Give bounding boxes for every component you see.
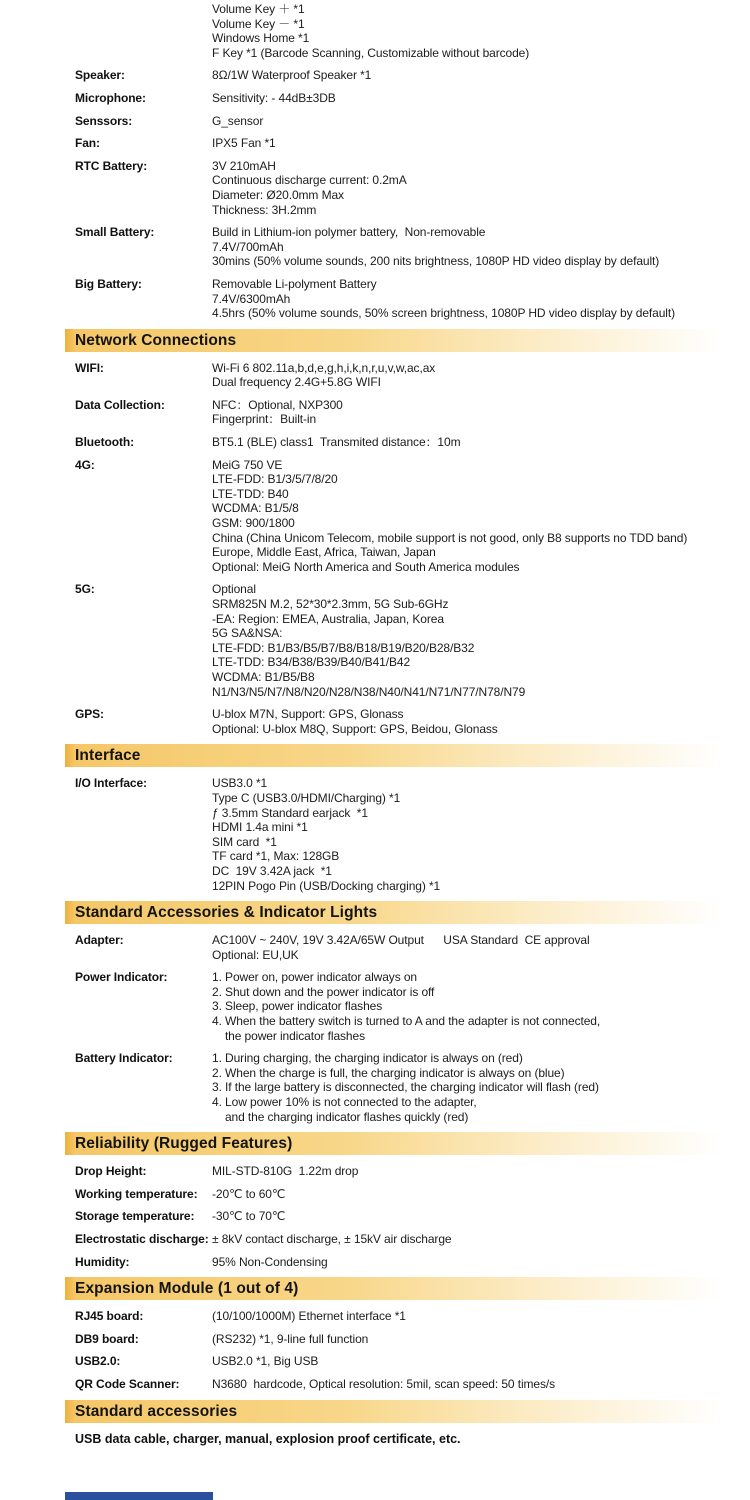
- section-rows: [65, 933, 742, 1124]
- value-line: LTE-FDD: B1/3/5/7/8/20: [212, 472, 338, 487]
- row-label: I/O Interface:: [75, 776, 147, 791]
- value-line: WCDMA: B1/5/8: [212, 501, 299, 516]
- value-line: BT5.1 (BLE) class1 Transmited distance：10m: [212, 435, 461, 450]
- section-header: Standard Accessories & Indicator Lights: [65, 901, 742, 924]
- section-header: Network Connections: [65, 329, 742, 352]
- row-values: [212, 582, 742, 699]
- row-values: [212, 1332, 742, 1347]
- spec-row: [65, 776, 742, 893]
- row-values: [212, 1209, 742, 1224]
- row-values: [212, 970, 742, 1043]
- value-line: SIM card *1: [212, 834, 277, 849]
- value-line: USB2.0 *1, Big USB: [212, 1354, 319, 1369]
- value-line: and the charging indicator flashes quickly (red): [212, 1109, 469, 1124]
- spec-row: [65, 458, 742, 575]
- value-line: Dual frequency 2.4G+5.8G WIFI: [212, 375, 381, 390]
- spec-row: [65, 1164, 742, 1179]
- value-line: SRM825N M.2, 52*30*2.3mm, 5G Sub-6GHz: [212, 597, 449, 611]
- row-values: [212, 1051, 742, 1124]
- value-line: LTE-TDD: B34/B38/B39/B40/B41/B42: [212, 655, 411, 670]
- row-values: [212, 91, 742, 106]
- value-line: ƒ 3.5mm Standard earjack *1: [212, 805, 368, 820]
- row-values: [212, 277, 742, 321]
- row-values: [212, 159, 742, 217]
- section-rows: [65, 2, 742, 321]
- value-line: N3680 hardcode, Optical resolution: 5mil, scan speed: 50 times/s: [212, 1376, 556, 1391]
- spec-row: [65, 1051, 742, 1124]
- spec-row: [65, 159, 742, 217]
- value-line: Optional: MeiG North America and South America modules: [212, 559, 520, 574]
- section-rows: [65, 1309, 742, 1391]
- row-label: Power Indicator:: [75, 970, 168, 985]
- value-line: Wi-Fi 6 802.11a,b,d,e,g,h,i,k,n,r,u,v,w,ac,ax: [212, 360, 436, 375]
- value-line: G_sensor: [212, 113, 264, 128]
- value-line: China (China Unicom Telecom, mobile support is not good, only B8 supports no TDD band): [212, 530, 688, 545]
- section-rows: [65, 776, 742, 893]
- value-line: MeiG 750 VE: [212, 457, 283, 472]
- spec-row: [65, 398, 742, 427]
- spec-section: [65, 1132, 742, 1269]
- value-line: -EA: Region: EMEA, Australia, Japan, Korea: [212, 611, 444, 626]
- value-line: 3. Sleep, power indicator flashes: [212, 999, 383, 1014]
- spec-section: [65, 329, 742, 737]
- row-values: [212, 1164, 742, 1179]
- row-label: GPS:: [75, 707, 104, 722]
- value-line: Optional: EU,UK: [212, 947, 299, 962]
- value-line: TF card *1, Max: 128GB: [212, 849, 340, 864]
- section-header: Reliability (Rugged Features): [65, 1132, 742, 1155]
- value-line: (RS232) *1, 9-line full function: [212, 1331, 369, 1346]
- value-line: 2. When the charge is full, the charging indicator is always on (blue): [212, 1065, 565, 1080]
- value-line: 7.4V/700mAh: [212, 239, 284, 254]
- value-line: N1/N3/N5/N7/N8/N20/N28/N38/N40/N41/N71/N77/N78/N79: [212, 684, 526, 699]
- spec-row: [65, 1377, 742, 1392]
- value-line: 1. Power on, power indicator always on: [212, 970, 417, 985]
- row-values: [212, 398, 742, 427]
- value-line: 3V 210mAH: [212, 158, 276, 173]
- row-label: RTC Battery:: [75, 158, 148, 173]
- spec-row: [65, 361, 742, 390]
- value-line: USB3.0 *1: [212, 776, 268, 791]
- row-label: Data Collection:: [75, 397, 165, 412]
- spec-section: [65, 1400, 742, 1447]
- value-line: Optional: U-blox M8Q, Support: GPS, Beidou, Glonass: [212, 721, 498, 736]
- row-label: Battery Indicator:: [75, 1051, 173, 1066]
- value-line: -30℃ to 70℃: [212, 1209, 286, 1224]
- value-line: NFC：Optional, NXP300: [212, 397, 343, 412]
- row-values: [212, 136, 742, 151]
- row-label: Electrostatic discharge:: [75, 1232, 209, 1246]
- row-values: [212, 361, 742, 390]
- row-values: [212, 707, 742, 736]
- value-line: 4. When the battery switch is turned to A and the adapter is not connected,: [212, 1014, 601, 1029]
- spec-row: [65, 1187, 742, 1202]
- section-note: USB data cable, charger, manual, explosion proof certificate, etc.: [75, 1431, 461, 1446]
- spec-row: [65, 707, 742, 736]
- value-line: the power indicator flashes: [212, 1028, 365, 1043]
- value-line: DC 19V 3.42A jack *1: [212, 863, 332, 878]
- spec-row: [65, 1232, 742, 1247]
- row-values: [212, 776, 742, 893]
- row-label: RJ45 board:: [75, 1309, 144, 1324]
- row-values: [212, 2, 742, 60]
- value-line: Continuous discharge current: 0.2mA: [212, 173, 407, 188]
- value-line: -20℃ to 60℃: [212, 1186, 286, 1201]
- row-values: [212, 1354, 742, 1369]
- row-values: [212, 1377, 742, 1392]
- row-label: Working temperature:: [75, 1186, 198, 1201]
- row-values: [212, 435, 742, 450]
- spec-row: [65, 1209, 742, 1224]
- row-label: Microphone:: [75, 90, 146, 105]
- value-line: 12PIN Pogo Pin (USB/Docking charging) *1: [212, 878, 441, 893]
- value-line: AC100V ~ 240V, 19V 3.42A/65W Output USA Standard CE approval: [212, 933, 590, 948]
- row-label: 5G:: [75, 582, 95, 597]
- section-header: Expansion Module (1 out of 4): [65, 1277, 742, 1300]
- value-line: Diameter: Ø20.0mm Max: [212, 187, 344, 202]
- spec-row: [65, 277, 742, 321]
- row-label: Humidity:: [75, 1254, 130, 1269]
- row-values: [212, 458, 742, 575]
- value-line: MIL-STD-810G 1.22m drop: [212, 1164, 359, 1179]
- value-line: Europe, Middle East, Africa, Taiwan, Japan: [212, 545, 436, 560]
- value-line: Build in Lithium-ion polymer battery, Non-removable: [212, 225, 486, 240]
- value-line: Volume Key ＋ *1: [212, 2, 305, 16]
- value-line: 2. Shut down and the power indicator is off: [212, 984, 435, 999]
- row-label: Small Battery:: [75, 225, 155, 240]
- section-rows: [65, 1164, 742, 1269]
- row-values: [212, 114, 742, 129]
- section-header: Standard accessories: [65, 1400, 742, 1423]
- spec-row: [65, 2, 742, 60]
- spec-row: [65, 136, 742, 151]
- row-label: WIFI:: [75, 360, 104, 375]
- row-values: [212, 1232, 742, 1247]
- value-line: 95% Non-Condensing: [212, 1254, 328, 1269]
- row-label: Big Battery:: [75, 276, 142, 291]
- value-line: LTE-FDD: B1/B3/B5/B7/B8/B18/B19/B20/B28/B32: [212, 640, 475, 655]
- value-line: 4.5hrs (50% volume sounds, 50% screen brightness, 1080P HD video display by default): [212, 306, 675, 321]
- spec-section: [65, 744, 742, 893]
- row-label: Fan:: [75, 136, 100, 151]
- row-label: QR Code Scanner:: [75, 1376, 180, 1391]
- row-label: Speaker:: [75, 68, 125, 83]
- row-values: [212, 225, 742, 269]
- value-line: (10/100/1000M) Ethernet interface *1: [212, 1309, 406, 1324]
- row-values: [212, 68, 742, 83]
- spec-row: [65, 1332, 742, 1347]
- row-label: Adapter:: [75, 933, 124, 948]
- value-line: GSM: 900/1800: [212, 516, 295, 531]
- value-line: Thickness: 3H.2mm: [212, 202, 317, 217]
- value-line: Sensitivity: - 44dB±3DB: [212, 90, 336, 105]
- value-line: 8Ω/1W Waterproof Speaker *1: [212, 68, 372, 83]
- value-line: ± 8kV contact discharge, ± 15kV air discharge: [212, 1232, 452, 1246]
- spec-row: [65, 68, 742, 83]
- value-line: Removable Li-polyment Battery: [212, 276, 377, 291]
- row-values: [212, 1309, 742, 1324]
- row-label: Drop Height:: [75, 1164, 147, 1179]
- value-line: 4. Low power 10% is not connected to the adapter,: [212, 1095, 477, 1110]
- spec-row: [65, 970, 742, 1043]
- spec-row: [65, 225, 742, 269]
- section-rows: [65, 361, 742, 737]
- spec-row: [65, 91, 742, 106]
- row-values: [212, 1187, 742, 1202]
- section-header: Interface: [65, 744, 742, 767]
- value-line: Volume Key － *1: [212, 16, 305, 31]
- row-label: USB2.0:: [75, 1354, 121, 1369]
- footer-accent-bar: [65, 1492, 213, 1500]
- value-line: Optional: [212, 582, 256, 597]
- spec-section: [65, 2, 742, 321]
- sections-root: [65, 2, 742, 1447]
- row-label: Storage temperature:: [75, 1209, 195, 1224]
- value-line: 3. If the large battery is disconnected, the charging indicator will flash (red): [212, 1080, 599, 1095]
- spec-row: [65, 114, 742, 129]
- spec-row: [65, 1309, 742, 1324]
- spec-row: [65, 1354, 742, 1369]
- value-line: HDMI 1.4a mini *1: [212, 820, 308, 835]
- value-line: Type C (USB3.0/HDMI/Charging) *1: [212, 790, 401, 805]
- value-line: U-blox M7N, Support: GPS, Glonass: [212, 707, 404, 722]
- value-line: 30mins (50% volume sounds, 200 nits brightness, 1080P HD video display by default): [212, 254, 660, 269]
- value-line: 5G SA&NSA:: [212, 626, 283, 641]
- spec-section: [65, 901, 742, 1124]
- value-line: F Key *1 (Barcode Scanning, Customizable without barcode): [212, 45, 530, 60]
- row-label: Bluetooth:: [75, 435, 134, 450]
- row-values: [212, 933, 742, 962]
- row-label: 4G:: [75, 457, 95, 472]
- value-line: 1. During charging, the charging indicator is always on (red): [212, 1051, 523, 1066]
- value-line: Fingerprint：Built-in: [212, 412, 317, 427]
- spec-row: [65, 933, 742, 962]
- value-line: WCDMA: B1/B5/B8: [212, 669, 315, 684]
- spec-row: [65, 582, 742, 699]
- row-label: Senssors:: [75, 113, 133, 128]
- value-line: LTE-TDD: B40: [212, 486, 289, 501]
- spec-row: [65, 1255, 742, 1270]
- spec-section: [65, 1277, 742, 1391]
- value-line: IPX5 Fan *1: [212, 136, 276, 151]
- row-label: DB9 board:: [75, 1331, 139, 1346]
- spec-row: [65, 435, 742, 450]
- row-values: [212, 1255, 742, 1270]
- value-line: Windows Home *1: [212, 31, 310, 46]
- value-line: 7.4V/6300mAh: [212, 291, 291, 306]
